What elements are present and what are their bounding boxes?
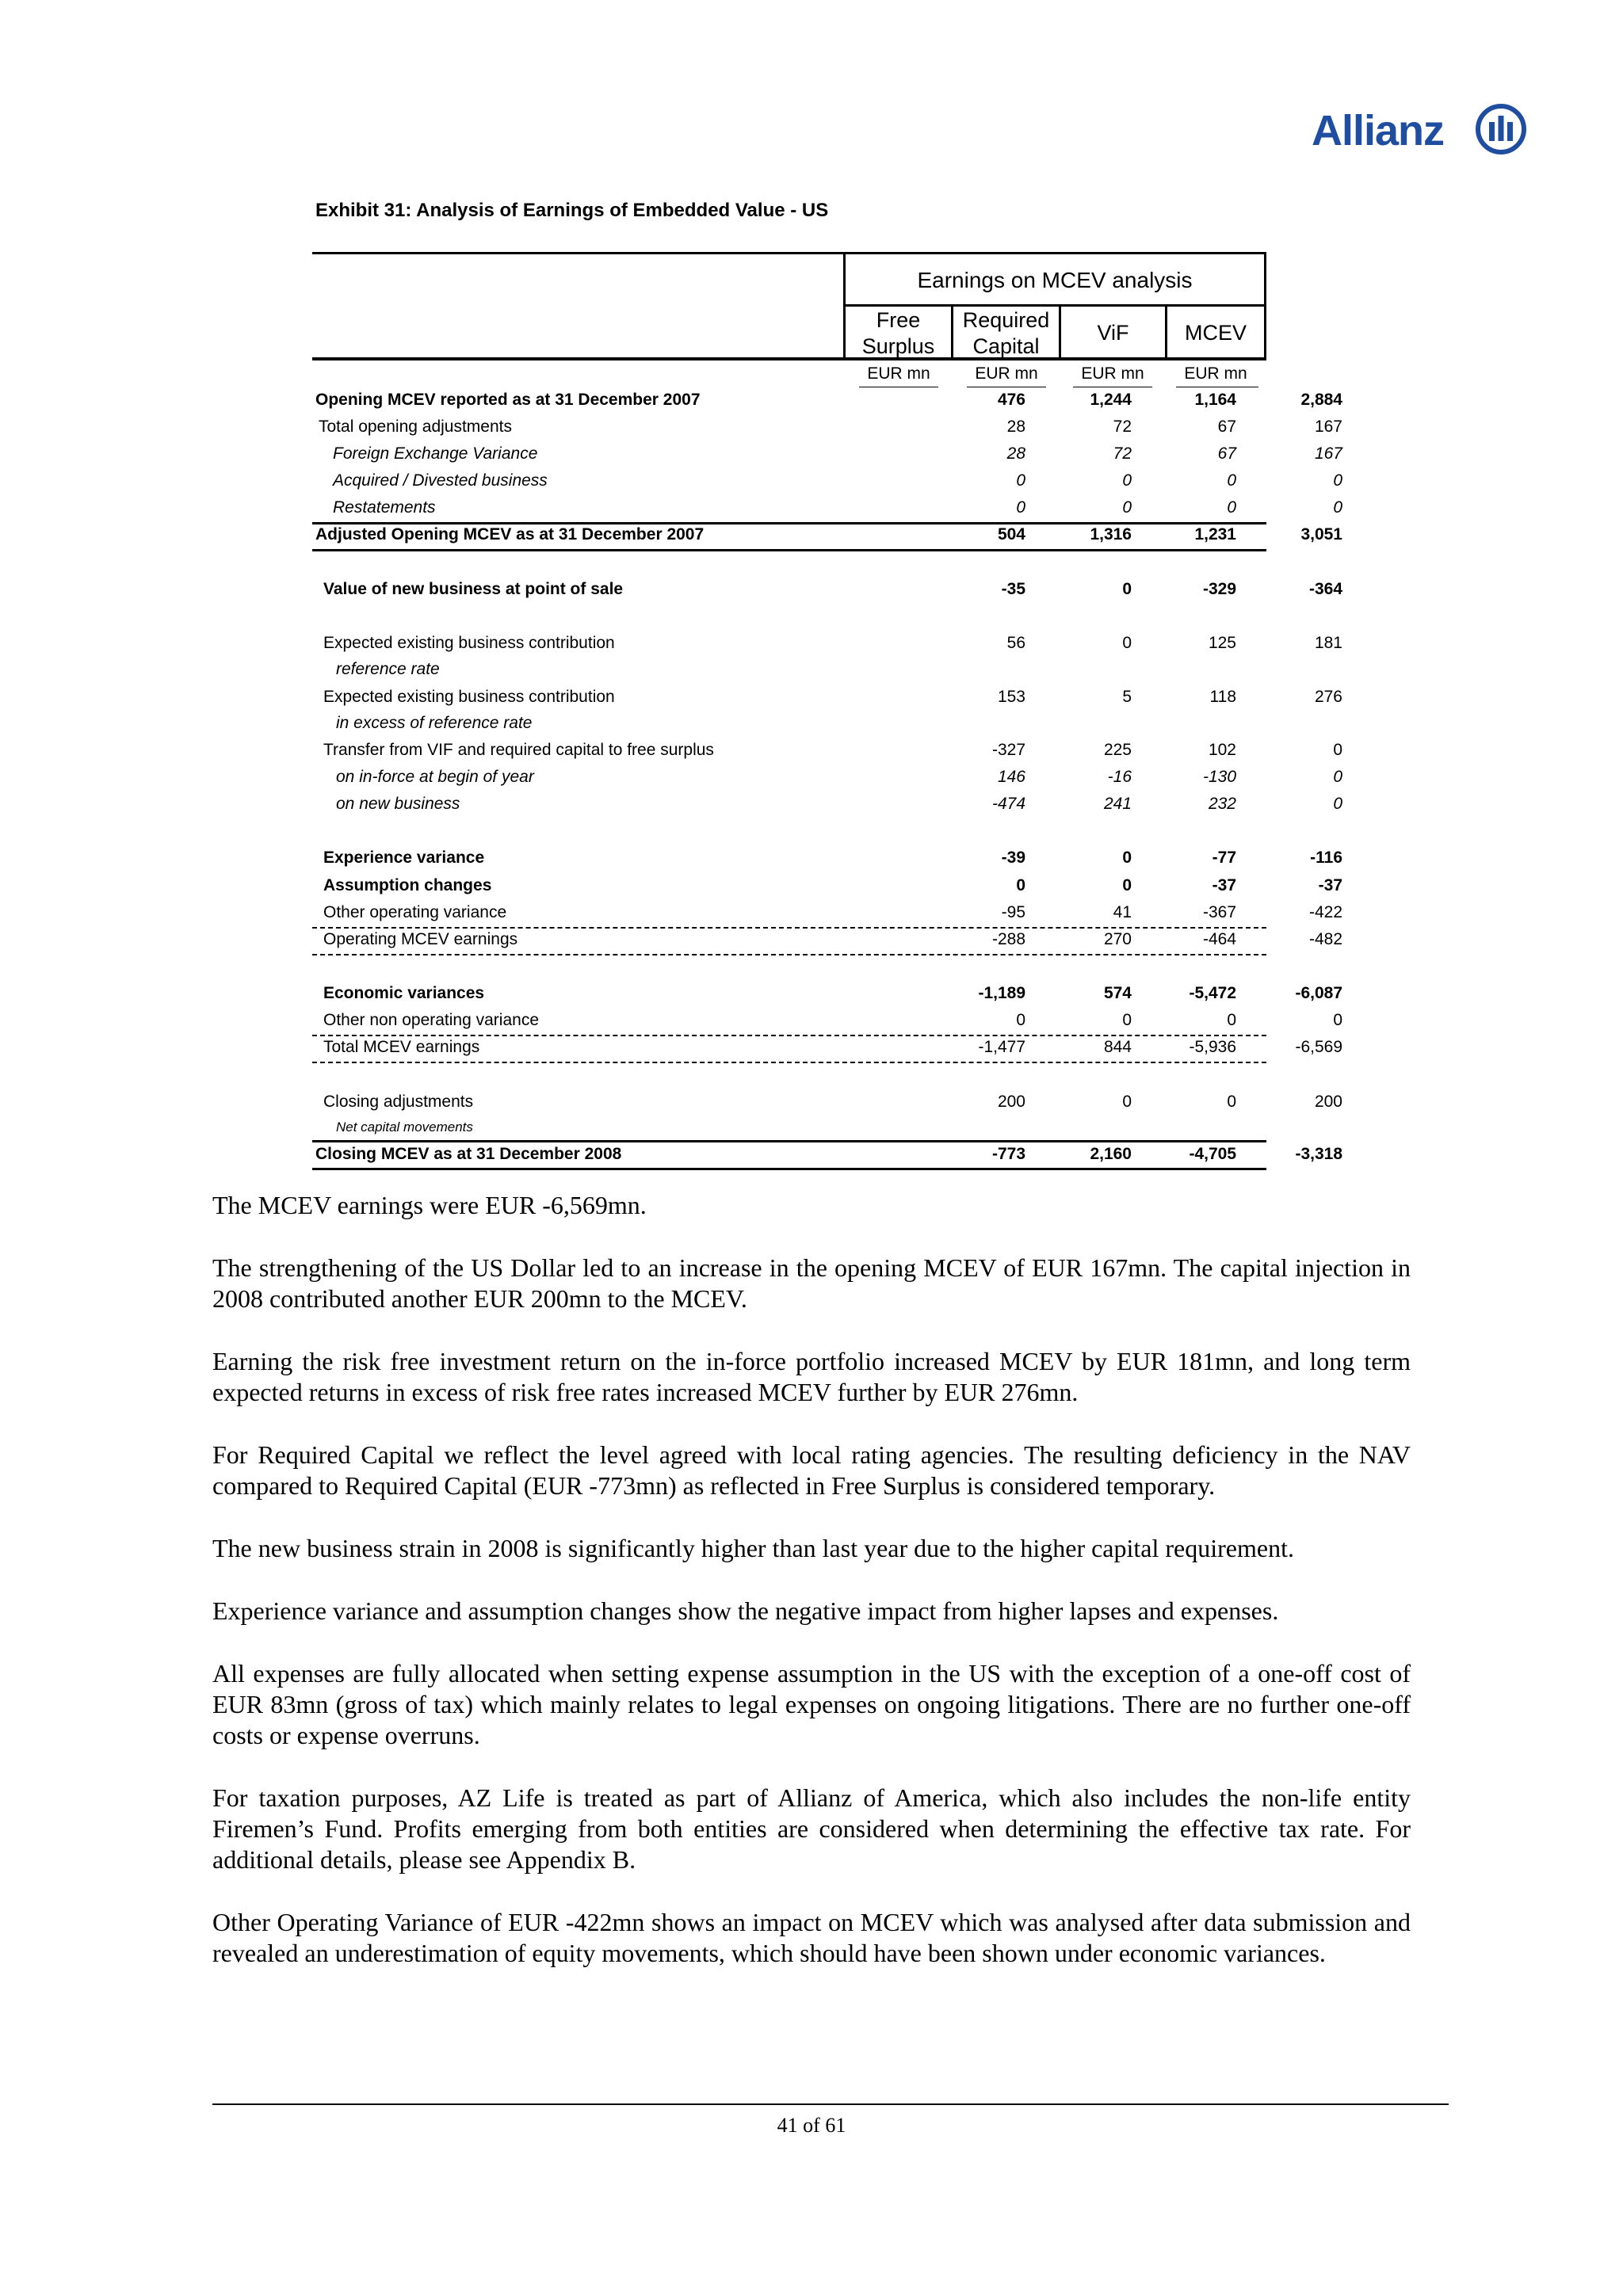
cell-free-surplus: 504: [997, 525, 1025, 543]
table-row: [312, 634, 1342, 661]
cell-free-surplus: 146: [997, 768, 1025, 786]
table-row: [312, 391, 1342, 418]
table-row: [312, 1038, 1342, 1063]
cell-free-surplus: 0: [1016, 1011, 1025, 1029]
cell-free-surplus: 153: [997, 688, 1025, 706]
header-base-rule: [312, 357, 1266, 360]
table-row: [312, 444, 1342, 471]
cell-free-surplus: -1,189: [978, 984, 1025, 1002]
cell-mcev: 3,051: [1300, 525, 1342, 543]
cell-required-capital: 1,316: [1090, 525, 1132, 543]
table-row: [312, 1119, 1266, 1140]
cell-required-capital: 1,244: [1090, 391, 1132, 409]
cell-required-capital: 0: [1122, 849, 1132, 867]
cell-mcev: 200: [1314, 1093, 1342, 1111]
paragraph: The new business strain in 2008 is significantly higher than last year due to the higher capital requirement.: [212, 1534, 1294, 1562]
cell-mcev: -6,087: [1295, 984, 1342, 1002]
group-header: Earnings on MCEV analysis: [843, 252, 1266, 304]
cell-vif: -37: [1212, 876, 1236, 894]
cell-vif: 125: [1208, 634, 1236, 652]
cell-vif: 102: [1208, 741, 1236, 759]
row-label: Other non operating variance: [323, 1011, 540, 1029]
paragraph: The MCEV earnings were EUR -6,569mn.: [212, 1191, 647, 1219]
cell-mcev: 2,884: [1300, 391, 1342, 409]
cell-free-surplus: -35: [1001, 580, 1025, 598]
cell-vif: -367: [1202, 903, 1236, 921]
cell-vif: -4,705: [1189, 1145, 1236, 1163]
table-row: [312, 984, 1342, 1011]
row-label: on new business: [336, 795, 460, 813]
table-row: [312, 1093, 1342, 1119]
cell-mcev: 0: [1333, 768, 1342, 786]
table-row: [312, 660, 1266, 687]
cell-mcev: -116: [1310, 849, 1342, 867]
row-label: Total opening adjustments: [319, 418, 512, 436]
cell-required-capital: 225: [1103, 741, 1132, 759]
cell-mcev: 276: [1314, 688, 1342, 706]
row-label: reference rate: [336, 660, 440, 678]
row-label: Foreign Exchange Variance: [333, 444, 538, 463]
cell-required-capital: 0: [1122, 1011, 1132, 1029]
cell-mcev: 0: [1333, 795, 1342, 813]
table-row: [312, 876, 1342, 903]
row-label: in excess of reference rate: [336, 714, 533, 732]
cell-required-capital: 0: [1122, 1093, 1132, 1111]
cell-vif: -130: [1202, 768, 1236, 786]
table-row: [312, 849, 1342, 875]
table-row: [312, 498, 1342, 524]
paragraph: The strengthening of the US Dollar led to an increase in the opening MCEV of EUR 167mn. The capital injection in 2008 contributed another EUR 200mn to the MCEV.: [212, 1253, 1411, 1313]
row-label: Experience variance: [323, 849, 485, 867]
cell-mcev: 0: [1333, 498, 1342, 517]
cell-vif: -5,472: [1189, 984, 1236, 1002]
unit-label: EUR mn: [867, 364, 930, 383]
exhibit-title: Exhibit 31: Analysis of Earnings of Embedded Value - US: [315, 200, 829, 221]
table-top-rule: [312, 252, 843, 254]
row-label: Restatements: [333, 498, 436, 517]
cell-required-capital: 5: [1122, 688, 1132, 706]
cell-vif: 0: [1227, 1011, 1236, 1029]
row-label: Transfer from VIF and required capital to free surplus: [323, 741, 714, 759]
footer-rule: [212, 2103, 1449, 2105]
cell-vif: 67: [1217, 418, 1236, 436]
page-number: 41 of 61: [777, 2114, 846, 2137]
table-row: [312, 903, 1342, 929]
cell-vif: -5,936: [1189, 1038, 1236, 1056]
allianz-logo: [1312, 103, 1526, 170]
cell-mcev: 167: [1314, 418, 1342, 436]
col-header-mcev: [1165, 304, 1266, 360]
cell-mcev: -364: [1308, 580, 1342, 598]
paragraph: Experience variance and assumption changes show the negative impact from higher lapses and expenses.: [212, 1596, 1279, 1625]
cell-free-surplus: 0: [1016, 498, 1025, 517]
cell-required-capital: 0: [1122, 580, 1132, 598]
cell-free-surplus: -773: [991, 1145, 1025, 1163]
row-label: Total MCEV earnings: [323, 1038, 480, 1056]
row-label: Expected existing business contribution: [323, 634, 615, 652]
cell-mcev: 0: [1333, 741, 1342, 759]
cell-required-capital: 72: [1113, 444, 1132, 463]
row-label: Net capital movements: [336, 1119, 473, 1135]
cell-required-capital: 41: [1113, 903, 1132, 921]
cell-required-capital: -16: [1107, 768, 1132, 786]
col-header-vif: [1059, 304, 1165, 360]
cell-vif: 0: [1227, 498, 1236, 517]
logo-wordmark: Allianz: [1312, 107, 1445, 154]
cell-free-surplus: 28: [1006, 444, 1025, 463]
cell-free-surplus: 476: [997, 391, 1025, 409]
cell-vif: -77: [1212, 849, 1236, 867]
table-row: [312, 580, 1342, 607]
cell-mcev: -3,318: [1295, 1145, 1342, 1163]
cell-free-surplus: -39: [1001, 849, 1025, 867]
table-row: [312, 418, 1342, 444]
paragraph: For taxation purposes, AZ Life is treated as part of Allianz of America, which also includes the non-life entity Firemen’s Fund. Profits emerging from both entities are considered when determining the effective tax rate. For additional details, please see Appendix B.: [212, 1783, 1411, 1874]
cell-free-surplus: 0: [1016, 471, 1025, 490]
table-row: [312, 768, 1342, 795]
row-label: Economic variances: [323, 984, 485, 1002]
row-label: Value of new business at point of sale: [323, 580, 624, 598]
row-label: Assumption changes: [323, 876, 492, 894]
unit-label: EUR mn: [1081, 364, 1144, 383]
table-row: [312, 471, 1342, 498]
unit-label: EUR mn: [975, 364, 1038, 383]
paragraph: Other Operating Variance of EUR -422mn shows an impact on MCEV which was analysed after data submission and revealed an underestimation of equity movements, which should have been shown under economic variances.: [212, 1908, 1411, 1967]
cell-required-capital: 72: [1113, 418, 1132, 436]
cell-required-capital: 574: [1103, 984, 1132, 1002]
paragraph: For Required Capital we reflect the level agreed with local rating agencies. The resulting deficiency in the NAV compared to Required Capital (EUR -773mn) as reflected in Free Surplus is considered temporary.: [212, 1440, 1411, 1500]
cell-required-capital: 0: [1122, 634, 1132, 652]
cell-vif: 0: [1227, 1093, 1236, 1111]
paragraph: All expenses are fully allocated when setting expense assumption in the US with the exception of a one-off cost of EUR 83mn (gross of tax) which mainly relates to legal expenses on ongoing litigations. There are no further one-off costs or expense overruns.: [212, 1659, 1411, 1749]
table-row: [312, 714, 1266, 741]
col-header-required-capital: [951, 304, 1059, 360]
row-label: Other operating variance: [323, 903, 507, 921]
cell-free-surplus: 56: [1006, 634, 1025, 652]
cell-mcev: 181: [1314, 634, 1342, 652]
cell-vif: 118: [1209, 688, 1236, 706]
table-row: [312, 525, 1342, 551]
cell-mcev: 167: [1314, 444, 1342, 463]
col-header-line1: MCEV: [1184, 321, 1247, 345]
cell-vif: 1,164: [1194, 391, 1236, 409]
cell-mcev: -422: [1308, 903, 1342, 921]
cell-required-capital: 844: [1103, 1038, 1132, 1056]
cell-vif: 1,231: [1194, 525, 1236, 543]
cell-required-capital: 0: [1122, 471, 1132, 490]
allianz-eagle-icon: [1475, 103, 1527, 155]
col-header-free-surplus: [843, 304, 951, 360]
row-label: on in-force at begin of year: [336, 768, 534, 786]
row-label: Adjusted Opening MCEV as at 31 December 2007: [315, 525, 705, 543]
row-label: Operating MCEV earnings: [323, 930, 518, 948]
table-row: [312, 930, 1342, 955]
cell-vif: -464: [1202, 930, 1236, 948]
cell-mcev: 0: [1333, 1011, 1342, 1029]
table-row: [312, 688, 1342, 715]
cell-free-surplus: -327: [991, 741, 1025, 759]
cell-mcev: -482: [1308, 930, 1342, 948]
col-header-line1: Required: [962, 307, 1050, 332]
row-label: Closing adjustments: [323, 1093, 474, 1111]
cell-free-surplus: 0: [1016, 876, 1025, 894]
cell-required-capital: 241: [1103, 795, 1132, 813]
cell-required-capital: 270: [1103, 930, 1132, 948]
row-label: Expected existing business contribution: [323, 688, 615, 706]
row-label: Opening MCEV reported as at 31 December 2007: [315, 391, 701, 409]
cell-free-surplus: -288: [991, 930, 1025, 948]
paragraph: Earning the risk free investment return on the in-force portfolio increased MCEV by EUR 181mn, and long term expected returns in excess of risk free rates increased MCEV further by EUR 276mn.: [212, 1347, 1411, 1406]
col-header-line2: Capital: [972, 334, 1040, 358]
cell-free-surplus: 28: [1006, 418, 1025, 436]
cell-mcev: 0: [1333, 471, 1342, 490]
cell-free-surplus: -474: [991, 795, 1025, 813]
col-header-line1: Free: [876, 307, 921, 332]
table-row: [312, 795, 1342, 822]
cell-vif: 0: [1227, 471, 1236, 490]
cell-vif: 67: [1217, 444, 1236, 463]
cell-required-capital: 0: [1122, 498, 1132, 517]
cell-mcev: -6,569: [1295, 1038, 1342, 1056]
cell-free-surplus: -95: [1001, 903, 1025, 921]
cell-vif: 232: [1208, 795, 1236, 813]
col-header-line2: Surplus: [861, 334, 935, 358]
cell-mcev: -37: [1318, 876, 1342, 894]
table-row: [312, 741, 1342, 768]
col-header-line1: ViF: [1097, 321, 1129, 345]
cell-required-capital: 2,160: [1090, 1145, 1132, 1163]
unit-label: EUR mn: [1184, 364, 1247, 383]
row-label: Acquired / Divested business: [333, 471, 548, 490]
table-row: [312, 1140, 1342, 1170]
cell-free-surplus: -1,477: [978, 1038, 1025, 1056]
cell-free-surplus: 200: [997, 1093, 1025, 1111]
table-row: [312, 1011, 1342, 1036]
cell-required-capital: 0: [1122, 876, 1132, 894]
row-label: Closing MCEV as at 31 December 2008: [315, 1145, 622, 1163]
cell-vif: -329: [1202, 580, 1236, 598]
